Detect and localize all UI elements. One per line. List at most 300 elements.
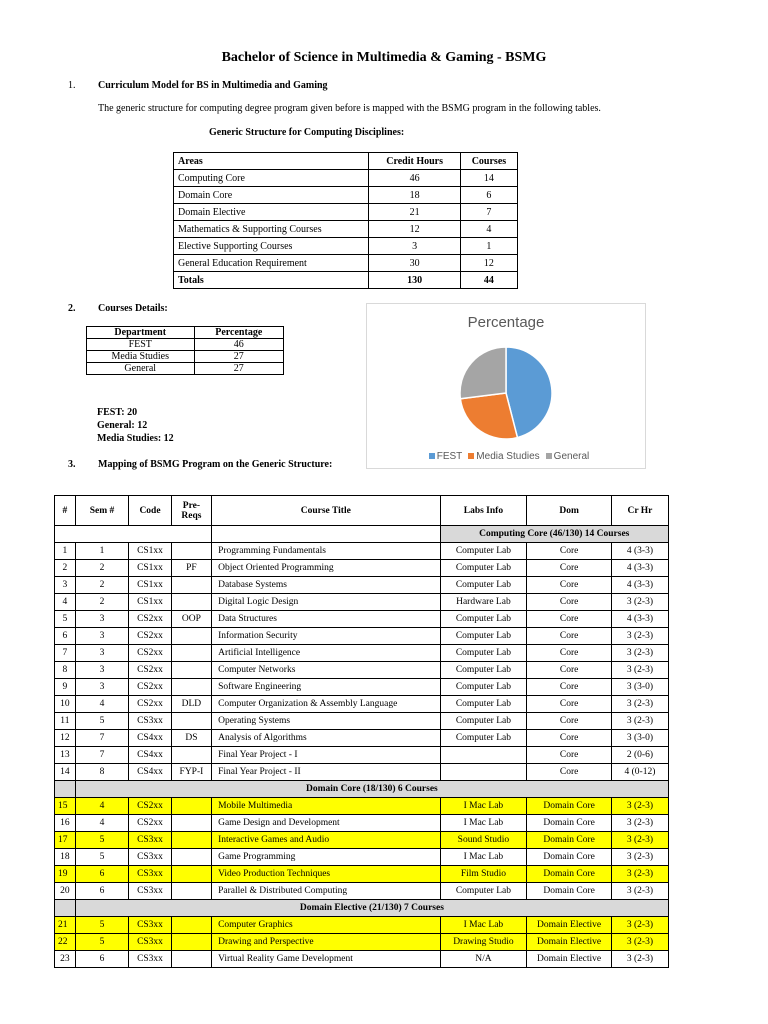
cell-dom: Core xyxy=(527,645,612,662)
cell-sem: 3 xyxy=(75,662,128,679)
cell-cr: 3 (2-3) xyxy=(611,832,668,849)
group-title: Computing Core (46/130) 14 Courses xyxy=(440,526,669,543)
legend-swatch xyxy=(429,453,435,459)
total-cell: Totals xyxy=(174,272,369,289)
table-cell: Elective Supporting Courses xyxy=(174,238,369,255)
cell-lab: Computer Lab xyxy=(440,679,527,696)
table-row xyxy=(87,363,284,375)
table-row xyxy=(87,339,284,351)
cell-pre xyxy=(171,628,211,645)
cell-lab: Computer Lab xyxy=(440,645,527,662)
cell-code: CS2xx xyxy=(129,662,172,679)
table-row xyxy=(55,917,669,934)
cell-pre xyxy=(171,713,211,730)
cell-n: 10 xyxy=(55,696,76,713)
cell-dom: Domain Core xyxy=(527,866,612,883)
cell-dom: Core xyxy=(527,577,612,594)
cell-dom: Core xyxy=(527,594,612,611)
cell-sem: 3 xyxy=(75,679,128,696)
cell-title: Parallel & Distributed Computing xyxy=(212,883,440,900)
table-cell: Media Studies xyxy=(87,351,195,363)
cell-lab: I Mac Lab xyxy=(440,917,527,934)
cell-cr: 3 (2-3) xyxy=(611,917,668,934)
cell-title: Artificial Intelligence xyxy=(212,645,440,662)
cell-pre xyxy=(171,594,211,611)
table-row xyxy=(174,187,518,204)
cell-sem: 7 xyxy=(75,747,128,764)
table-cell: 7 xyxy=(460,204,517,221)
section-1-title: Curriculum Model for BS in Multimedia and Gaming xyxy=(98,80,328,91)
column-header: Sem # xyxy=(75,496,128,526)
table-row xyxy=(55,798,669,815)
legend-swatch xyxy=(468,453,474,459)
cell-n: 13 xyxy=(55,747,76,764)
cell-cr: 3 (2-3) xyxy=(611,934,668,951)
table-cell: 18 xyxy=(369,187,460,204)
table-row xyxy=(55,866,669,883)
cell-title: Object Oriented Programming xyxy=(212,560,440,577)
cell-n: 8 xyxy=(55,662,76,679)
group-spacer xyxy=(55,526,212,543)
cell-n: 14 xyxy=(55,764,76,781)
cell-n: 19 xyxy=(55,866,76,883)
cell-title: Virtual Reality Game Development xyxy=(212,951,440,968)
cell-code: CS2xx xyxy=(129,815,172,832)
cell-n: 1 xyxy=(55,543,76,560)
column-header: Percentage xyxy=(194,327,283,339)
cell-n: 15 xyxy=(55,798,76,815)
legend-label: FEST xyxy=(436,451,463,462)
cell-sem: 7 xyxy=(75,730,128,747)
cell-title: Final Year Project - I xyxy=(212,747,440,764)
cell-lab: Film Studio xyxy=(440,866,527,883)
cell-sem: 6 xyxy=(75,951,128,968)
table-row xyxy=(55,713,669,730)
table-row xyxy=(55,679,669,696)
table-cell: 6 xyxy=(460,187,517,204)
cell-lab: Computer Lab xyxy=(440,543,527,560)
column-header: Pre-Reqs xyxy=(171,496,211,526)
cell-sem: 2 xyxy=(75,594,128,611)
group-title: Domain Elective (21/130) 7 Courses xyxy=(75,900,668,917)
cell-sem: 5 xyxy=(75,917,128,934)
table-row xyxy=(55,628,669,645)
cell-n: 17 xyxy=(55,832,76,849)
cell-pre: FYP-I xyxy=(171,764,211,781)
cell-code: CS2xx xyxy=(129,679,172,696)
cell-title: Digital Logic Design xyxy=(212,594,440,611)
cell-dom: Domain Elective xyxy=(527,917,612,934)
table-row xyxy=(174,204,518,221)
cell-pre xyxy=(171,815,211,832)
cell-pre xyxy=(171,577,211,594)
cell-cr: 2 (0-6) xyxy=(611,747,668,764)
table-row xyxy=(55,832,669,849)
column-header: Labs Info xyxy=(440,496,527,526)
cell-dom: Core xyxy=(527,696,612,713)
table-row xyxy=(55,560,669,577)
cell-n: 11 xyxy=(55,713,76,730)
cell-title: Final Year Project - II xyxy=(212,764,440,781)
cell-n: 20 xyxy=(55,883,76,900)
group-spacer xyxy=(55,781,76,798)
table-cell: 12 xyxy=(460,255,517,272)
cell-title: Analysis of Algorithms xyxy=(212,730,440,747)
totals-row xyxy=(174,272,518,289)
table-cell: General xyxy=(87,363,195,375)
column-header: Code xyxy=(129,496,172,526)
cell-lab: I Mac Lab xyxy=(440,798,527,815)
column-header: Course Title xyxy=(212,496,440,526)
cell-code: CS3xx xyxy=(129,832,172,849)
section-3-number: 3. xyxy=(68,459,76,470)
cell-title: Computer Networks xyxy=(212,662,440,679)
cell-pre xyxy=(171,849,211,866)
table-row xyxy=(55,611,669,628)
table-row xyxy=(55,543,669,560)
fest-summary xyxy=(97,406,174,445)
cell-dom: Domain Elective xyxy=(527,934,612,951)
cell-title: Software Engineering xyxy=(212,679,440,696)
table-cell: 14 xyxy=(460,170,517,187)
cell-code: CS3xx xyxy=(129,951,172,968)
table-row xyxy=(55,815,669,832)
group-spacer xyxy=(212,526,440,543)
cell-sem: 1 xyxy=(75,543,128,560)
cell-title: Game Programming xyxy=(212,849,440,866)
cell-sem: 3 xyxy=(75,611,128,628)
cell-lab: Computer Lab xyxy=(440,883,527,900)
table-row xyxy=(55,883,669,900)
cell-lab xyxy=(440,764,527,781)
cell-cr: 4 (3-3) xyxy=(611,543,668,560)
group-title: Domain Core (18/130) 6 Courses xyxy=(75,781,668,798)
total-cell: 44 xyxy=(460,272,517,289)
cell-pre xyxy=(171,645,211,662)
cell-n: 23 xyxy=(55,951,76,968)
column-header: Credit Hours xyxy=(369,153,460,170)
section-1-heading xyxy=(68,80,328,91)
cell-code: CS3xx xyxy=(129,934,172,951)
fest-line: FEST: 20 xyxy=(97,407,138,418)
cell-code: CS3xx xyxy=(129,866,172,883)
cell-pre xyxy=(171,866,211,883)
column-header: Cr Hr xyxy=(611,496,668,526)
cell-dom: Core xyxy=(527,662,612,679)
cell-pre: PF xyxy=(171,560,211,577)
cell-lab: Computer Lab xyxy=(440,628,527,645)
cell-pre: DS xyxy=(171,730,211,747)
cell-pre xyxy=(171,798,211,815)
table-cell: 46 xyxy=(369,170,460,187)
cell-cr: 3 (2-3) xyxy=(611,815,668,832)
cell-lab: I Mac Lab xyxy=(440,849,527,866)
table-cell: Domain Elective xyxy=(174,204,369,221)
cell-n: 7 xyxy=(55,645,76,662)
cell-n: 6 xyxy=(55,628,76,645)
section-3-title: Mapping of BSMG Program on the Generic Structure: xyxy=(98,459,333,470)
cell-pre xyxy=(171,747,211,764)
cell-sem: 2 xyxy=(75,577,128,594)
table-cell: 21 xyxy=(369,204,460,221)
cell-code: CS1xx xyxy=(129,594,172,611)
table-row xyxy=(55,747,669,764)
table-row xyxy=(55,934,669,951)
cell-sem: 5 xyxy=(75,934,128,951)
cell-title: Computer Graphics xyxy=(212,917,440,934)
cell-cr: 3 (3-0) xyxy=(611,730,668,747)
table-cell: 27 xyxy=(194,351,283,363)
section-1-intro: The generic structure for computing degree program given before is mapped with the BSMG program in the following tables. xyxy=(98,103,601,114)
mapping-table xyxy=(54,495,669,968)
cell-dom: Core xyxy=(527,560,612,577)
table-row xyxy=(55,645,669,662)
table-cell: 3 xyxy=(369,238,460,255)
cell-pre xyxy=(171,543,211,560)
group-row xyxy=(55,900,669,917)
cell-pre xyxy=(171,679,211,696)
cell-pre xyxy=(171,883,211,900)
cell-title: Computer Organization & Assembly Language xyxy=(212,696,440,713)
cell-dom: Domain Core xyxy=(527,883,612,900)
cell-lab: Computer Lab xyxy=(440,560,527,577)
cell-title: Game Design and Development xyxy=(212,815,440,832)
column-header: Department xyxy=(87,327,195,339)
cell-pre: DLD xyxy=(171,696,211,713)
table-row xyxy=(87,351,284,363)
cell-cr: 3 (2-3) xyxy=(611,883,668,900)
group-spacer xyxy=(55,900,76,917)
cell-n: 22 xyxy=(55,934,76,951)
cell-n: 12 xyxy=(55,730,76,747)
cell-dom: Core xyxy=(527,543,612,560)
cell-lab: Computer Lab xyxy=(440,577,527,594)
cell-n: 18 xyxy=(55,849,76,866)
cell-cr: 4 (0-12) xyxy=(611,764,668,781)
cell-cr: 3 (2-3) xyxy=(611,951,668,968)
cell-cr: 3 (3-0) xyxy=(611,679,668,696)
table-cell: Domain Core xyxy=(174,187,369,204)
generic-structure-subheading: Generic Structure for Computing Disciplines: xyxy=(209,127,405,138)
table-row xyxy=(55,662,669,679)
cell-cr: 4 (3-3) xyxy=(611,560,668,577)
table-row xyxy=(55,849,669,866)
cell-code: CS2xx xyxy=(129,798,172,815)
table-row xyxy=(55,951,669,968)
cell-cr: 3 (2-3) xyxy=(611,696,668,713)
cell-sem: 5 xyxy=(75,713,128,730)
cell-dom: Domain Core xyxy=(527,832,612,849)
column-header: Areas xyxy=(174,153,369,170)
table-row xyxy=(55,594,669,611)
cell-pre xyxy=(171,934,211,951)
section-1-number: 1. xyxy=(68,80,76,91)
table-row xyxy=(174,221,518,238)
cell-dom: Core xyxy=(527,764,612,781)
cell-n: 3 xyxy=(55,577,76,594)
table-cell: 12 xyxy=(369,221,460,238)
cell-dom: Core xyxy=(527,679,612,696)
cell-sem: 6 xyxy=(75,866,128,883)
cell-lab: Sound Studio xyxy=(440,832,527,849)
cell-n: 4 xyxy=(55,594,76,611)
cell-code: CS2xx xyxy=(129,611,172,628)
legend-label: Media Studies xyxy=(476,451,540,462)
cell-sem: 4 xyxy=(75,696,128,713)
cell-n: 2 xyxy=(55,560,76,577)
cell-code: CS4xx xyxy=(129,764,172,781)
cell-code: CS1xx xyxy=(129,577,172,594)
cell-dom: Core xyxy=(527,611,612,628)
cell-lab: Computer Lab xyxy=(440,662,527,679)
cell-sem: 2 xyxy=(75,560,128,577)
cell-sem: 8 xyxy=(75,764,128,781)
media-line: Media Studies: 12 xyxy=(97,433,174,444)
cell-sem: 3 xyxy=(75,628,128,645)
department-table xyxy=(86,326,284,375)
cell-title: Database Systems xyxy=(212,577,440,594)
cell-lab: Computer Lab xyxy=(440,696,527,713)
cell-cr: 3 (2-3) xyxy=(611,628,668,645)
table-cell: FEST xyxy=(87,339,195,351)
table-row xyxy=(174,255,518,272)
header-row xyxy=(55,496,669,526)
header-row xyxy=(87,327,284,339)
cell-dom: Core xyxy=(527,713,612,730)
cell-code: CS4xx xyxy=(129,730,172,747)
cell-title: Video Production Techniques xyxy=(212,866,440,883)
cell-pre xyxy=(171,917,211,934)
cell-lab: I Mac Lab xyxy=(440,815,527,832)
cell-title: Information Security xyxy=(212,628,440,645)
cell-code: CS2xx xyxy=(129,645,172,662)
table-row xyxy=(55,577,669,594)
cell-title: Interactive Games and Audio xyxy=(212,832,440,849)
table-cell: General Education Requirement xyxy=(174,255,369,272)
chart-title: Percentage xyxy=(467,314,545,331)
section-2-heading xyxy=(68,303,168,314)
cell-lab: N/A xyxy=(440,951,527,968)
cell-sem: 3 xyxy=(75,645,128,662)
cell-code: CS2xx xyxy=(129,696,172,713)
cell-lab: Computer Lab xyxy=(440,730,527,747)
total-cell: 130 xyxy=(369,272,460,289)
cell-code: CS3xx xyxy=(129,883,172,900)
cell-code: CS3xx xyxy=(129,849,172,866)
cell-cr: 3 (2-3) xyxy=(611,645,668,662)
table-row xyxy=(55,696,669,713)
table-cell: 46 xyxy=(194,339,283,351)
cell-cr: 3 (2-3) xyxy=(611,713,668,730)
table-row xyxy=(55,730,669,747)
pie-slice-general xyxy=(460,347,506,399)
cell-cr: 3 (2-3) xyxy=(611,798,668,815)
cell-code: CS3xx xyxy=(129,917,172,934)
cell-dom: Domain Core xyxy=(527,815,612,832)
cell-n: 5 xyxy=(55,611,76,628)
table-cell: Computing Core xyxy=(174,170,369,187)
cell-lab: Hardware Lab xyxy=(440,594,527,611)
cell-pre xyxy=(171,832,211,849)
cell-lab: Computer Lab xyxy=(440,611,527,628)
section-2-number: 2. xyxy=(68,303,76,314)
percentage-pie-chart xyxy=(366,303,646,469)
cell-title: Mobile Multimedia xyxy=(212,798,440,815)
column-header: Dom xyxy=(527,496,612,526)
cell-n: 9 xyxy=(55,679,76,696)
table-cell: Mathematics & Supporting Courses xyxy=(174,221,369,238)
cell-sem: 6 xyxy=(75,883,128,900)
cell-cr: 3 (2-3) xyxy=(611,594,668,611)
column-header: # xyxy=(55,496,76,526)
cell-pre: OOP xyxy=(171,611,211,628)
cell-n: 21 xyxy=(55,917,76,934)
cell-title: Operating Systems xyxy=(212,713,440,730)
cell-dom: Core xyxy=(527,730,612,747)
cell-title: Programming Fundamentals xyxy=(212,543,440,560)
legend-label: General xyxy=(553,451,590,462)
chart-legend xyxy=(367,451,645,462)
general-line: General: 12 xyxy=(97,420,148,431)
page-title: Bachelor of Science in Multimedia & Gaming - BSMG xyxy=(221,50,547,65)
cell-title: Data Structures xyxy=(212,611,440,628)
header-row xyxy=(174,153,518,170)
generic-structure-table xyxy=(173,152,518,289)
cell-code: CS3xx xyxy=(129,713,172,730)
cell-lab: Drawing Studio xyxy=(440,934,527,951)
cell-sem: 4 xyxy=(75,815,128,832)
cell-code: CS4xx xyxy=(129,747,172,764)
table-cell: 27 xyxy=(194,363,283,375)
cell-code: CS1xx xyxy=(129,543,172,560)
legend-swatch xyxy=(546,453,552,459)
cell-dom: Core xyxy=(527,747,612,764)
cell-dom: Core xyxy=(527,628,612,645)
cell-sem: 5 xyxy=(75,832,128,849)
cell-dom: Domain Elective xyxy=(527,951,612,968)
table-row xyxy=(174,238,518,255)
table-cell: 30 xyxy=(369,255,460,272)
cell-dom: Domain Core xyxy=(527,849,612,866)
table-row xyxy=(174,170,518,187)
column-header: Courses xyxy=(460,153,517,170)
cell-code: CS1xx xyxy=(129,560,172,577)
cell-cr: 4 (3-3) xyxy=(611,577,668,594)
cell-code: CS2xx xyxy=(129,628,172,645)
cell-pre xyxy=(171,951,211,968)
cell-cr: 4 (3-3) xyxy=(611,611,668,628)
cell-cr: 3 (2-3) xyxy=(611,662,668,679)
group-row xyxy=(55,526,669,543)
cell-lab: Computer Lab xyxy=(440,713,527,730)
section-2-title: Courses Details: xyxy=(98,303,168,314)
cell-dom: Domain Core xyxy=(527,798,612,815)
cell-sem: 4 xyxy=(75,798,128,815)
pie-svg xyxy=(367,304,645,444)
cell-n: 16 xyxy=(55,815,76,832)
table-cell: 1 xyxy=(460,238,517,255)
table-row xyxy=(55,764,669,781)
group-row xyxy=(55,781,669,798)
cell-cr: 3 (2-3) xyxy=(611,866,668,883)
cell-title: Drawing and Perspective xyxy=(212,934,440,951)
cell-lab xyxy=(440,747,527,764)
cell-cr: 3 (2-3) xyxy=(611,849,668,866)
cell-sem: 5 xyxy=(75,849,128,866)
table-cell: 4 xyxy=(460,221,517,238)
section-3-heading xyxy=(68,459,332,470)
cell-pre xyxy=(171,662,211,679)
